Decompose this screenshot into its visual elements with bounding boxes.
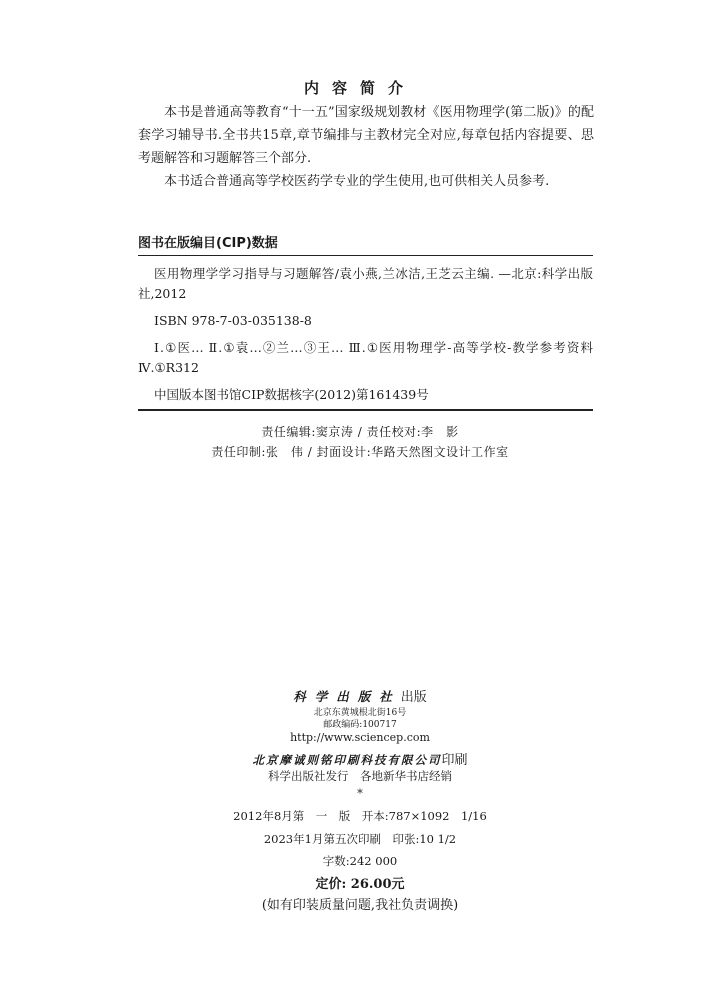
quality-notice: (如有印装质量问题,我社负责调换) [261,898,459,913]
printer-name: 北京摩诚则铭印刷科技有限公司 [252,753,442,767]
cip-top-rule [138,255,593,256]
cip-classification: Ⅰ.①医… Ⅱ.①袁…②兰…③王… Ⅲ.①医用物理学-高等学校-教学参考资料 Ⅳ.①R312 [138,340,593,375]
summary-title: 内容简介 [303,79,416,97]
publisher-url: http://www.sciencep.com [290,731,430,744]
summary-paragraph-2: 本书适合普通高等学校医药学专业的学生使用,也可供相关人员参考. [164,174,550,189]
printer-line [0,749,720,768]
summary-paragraph-1: 本书是普通高等教育“十一五”国家级规划教材《医用物理学(第二版)》的配套学习辅导书.全书共15章,章节编排与主教材完全对应,每章包括内容提要、思考题解答和习题解答三个部分. [138,105,594,166]
price: 定价: 26.00元 [315,877,405,892]
cip-entry: 医用物理学学习指导与习题解答/袁小燕,兰冰洁,王芝云主编. —北京:科学出版社,2012 [138,266,593,301]
publisher-postcode: 邮政编码:100717 [323,720,397,730]
cip-heading: 图书在版编目(CIP)数据 [138,236,278,251]
cip-record: 中国版本图书馆CIP数据核字(2012)第161439号 [154,387,429,402]
separator-star: * [357,786,363,800]
word-count: 字数:242 000 [322,854,398,868]
publisher-address: 北京东黄城根北街16号 [313,708,407,718]
cip-isbn: ISBN 978-7-03-035138-8 [154,313,312,328]
publisher-suffix: 出版 [400,690,427,705]
editors-line-1: 责任编辑:窦京涛 / 责任校对:李 影 [261,425,459,439]
publisher-name: 科学出版社 [293,689,401,704]
editors-line-2: 责任印制:张 伟 / 封面设计:华路天然图文设计工作室 [211,445,509,459]
edition-line: 2012年8月第 一 版 开本:787×1092 1/16 [233,809,487,823]
cip-bottom-rule [138,409,593,411]
distribution-line: 科学出版社发行 各地新华书店经销 [268,769,452,783]
publisher-line [0,686,720,705]
printer-suffix: 印刷 [441,753,468,768]
printing-line: 2023年1月第五次印刷 印张:10 1/2 [263,832,457,846]
